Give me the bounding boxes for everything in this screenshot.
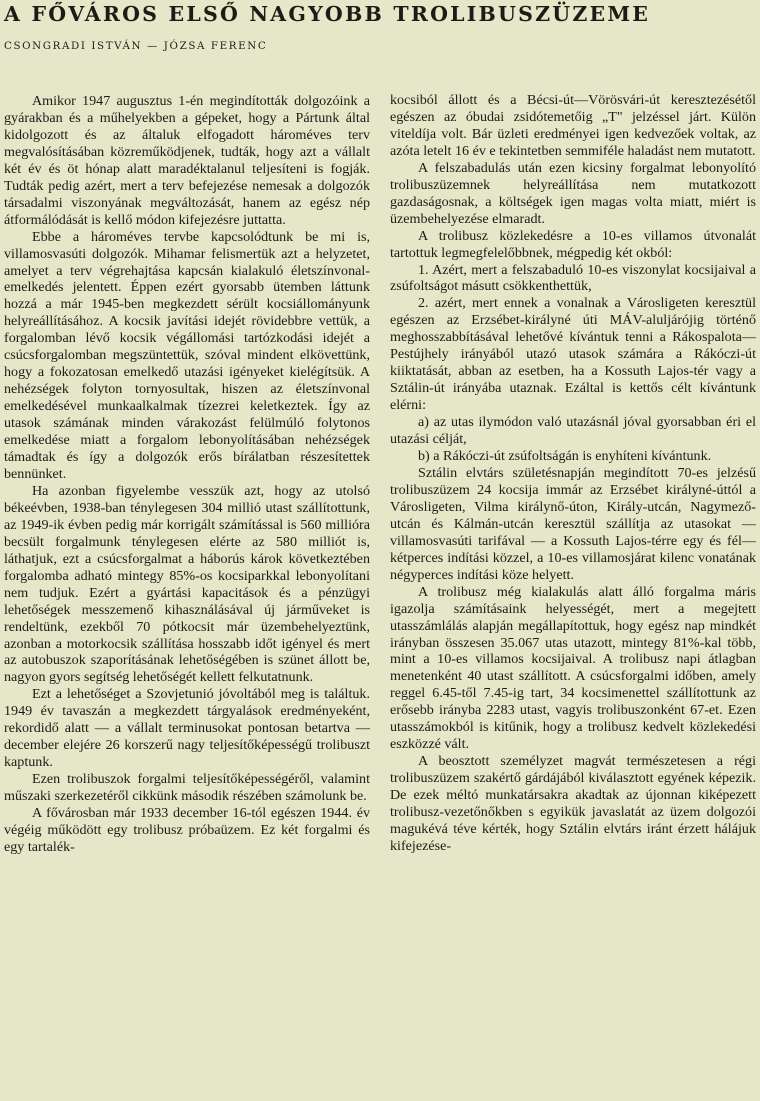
left-column [4, 93, 370, 856]
paragraph: a) az utas ilymódon való utazásnál jóval gyorsabban éri el utazási célját, [390, 414, 756, 448]
paragraph: A beosztott személyzet magvát természetesen a régi trolibuszüzem szakértő gárdájából kiválasztott egyének képezik. De ezek méltó munkatársakra akadtak az újonnan kiképezett trolibusz-vezetőnőkben s egyikük javaslatát az üzem dolgozói magukévá téve kérték, hogy Sztálin elvtárs iránt érzett hálájuk kifejezése- [390, 753, 756, 854]
paragraph: A felszabadulás után ezen kicsiny forgalmat lebonyolító trolibuszüzemnek helyreállítása nem mutatkozott gazdaságosnak, a költségek igen magas volta miatt, miért is üzembehelyezése elmaradt. [390, 159, 756, 227]
paragraph-continued: kocsiból állott és a Bécsi-út—Vörösvári-út keresztezésétől egészen az óbudai zsidótemetőig „T" jelzéssel járt. Külön viteldíja volt. Bár üzleti eredményei igen kedvezőek voltak, az azóta letelt 16 év e tekintetben semmiféle haladást nem mutatott. [390, 92, 756, 159]
paragraph: Ezen trolibuszok forgalmi teljesítőképességéről, valamint műszaki szerkezetéről cikkünk második részében számolunk be. [4, 771, 370, 805]
paragraph: Ebbe a hároméves tervbe kapcsolódtunk be mi is, villamosvasúti dolgozók. Mihamar felismertük azt a helyzetet, amelyet a terv végrehajtása kapcsán kialakuló életszínvonal-emelkedés jelentett. Éppen ezért gyorsabb ütemben láttunk hozzá a már 1945-ben megkezdett sérült kocsiállományunk helyreállításához. A kocsik javítási idejét rövidebbre vettük, a forgalomban lévő kocsik végállomási tartózkodási idejét a csúcsforgalomban megszüntettük, szóval mindent elkövettünk, hogy a fokozatosan emelkedő utazási igényeket kielégítsük. A nehézségek folyton tornyosultak, hiszen az életszínvonal emelkedésével munkaalkalmak tízezrei keletkeztek. Így az utasok számának minden várakozást felülmúló folytonos emelkedése miatt a forgalom lebonyolításában nehézségek támadtak és így a dolgozók erős bírálatban részesítettek bennünket. [4, 228, 370, 482]
paragraph: b) a Rákóczi-út zsúfoltságán is enyhíteni kívántunk. [418, 448, 712, 465]
paragraph: A trolibusz még kialakulás alatt álló forgalma máris igazolja számításaink helyességét, mert a megejtett utasszámlálás alapján megállapítottuk, hogy egész nap mindkét irányban összesen 35.067 utas utazott, mintegy 81%-kal több, mint a 10-es villamos kocsijaival. A trolibusz napi átlagban menetenként 40 utast szállított. A csúcsforgalmi időben, amely reggel 6.45-től 7.45-ig tart, 34 kocsimenettel szállítottunk az erősebb irányba 2283 utast, vagyis trolibuszonként 67-et. Ezen utasszámokból is kitűnik, hogy a trolibusz kedvelt közlekedési eszközzé vált. [390, 583, 756, 753]
article-title: A FŐVÁROS ELSŐ NAGYOBB TROLIBUSZÜZEME [4, 2, 651, 26]
paragraph: 2. azért, mert ennek a vonalnak a Városligeten keresztül egészen az Erzsébet-királyné úti MÁV-aluljárójig történő meghosszabbításával lehetővé kívántuk tenni a Rákospalota—Pestújhely irányából utazó utasok számára a Rákóczi-út kiiktatását, abban az esetben, ha a Kossuth Lajos-tér vagy a Sztálin-út irányába utaznak. Ezáltal is kettős célt kívántunk elérni: [390, 295, 756, 414]
paragraph: Ezt a lehetőséget a Szovjetunió jóvoltából meg is találtuk. 1949 év tavaszán a megkezdett tárgyalások eredményeként, rekordidő alatt — a vállalt terminusokat pontosan betartva — december elejére 26 korszerű nagy teljesítőképességű trolibuszt kaptunk. [4, 686, 370, 771]
paragraph: Sztálin elvtárs születésnapján megindított 70-es jelzésű trolibuszüzem 24 kocsija immár az Erzsébet királyné-úttól a Városligeten, Vilma királynő-úton, Király-utcán, Nagymező-utcán és Kálmán-utcán keresztül szállítja az utasokat — villamosvasúti tarifával — a Kossuth Lajos-térre egy és fél— kétperces indítási közzel, a 10-es villamosjárat kilenc vonatának négyperces indítási köze helyett. [390, 464, 756, 583]
paragraph: Ha azonban figyelembe vesszük azt, hogy az utolsó békeévben, 1938-ban ténylegesen 304 millió utast szállítottunk, az 1949-ik évben pedig már korrigált számítással is 560 millióra becsült forgalmunk ténylegesen elérte az 580 milliót is, láthatjuk, ezt a csúcsforgalmat a háborús károk következtében forgalomba adható mintegy 85%-os kocsiparkkal lebonyolítani nem tudjuk. Ezért a gyártási kapacitások és a pénzügyi lehetőségek messzemenő kihasználásával új járműveket is rendeltünk, ezekből 70 pótkocsit már üzembehelyeztünk, azonban a motorkocsik szállítása hosszabb időt igényel és mert az autobuszok szaporításának lehetőségében is szünet állott be, nagyon gyors segítség lehetőségét kellett felkutatnunk. [4, 482, 370, 686]
paragraph: A trolibusz közlekedésre a 10-es villamos útvonalát tartottuk legmegfelelőbbnek, mégpedig két okból: [390, 227, 756, 261]
right-column [390, 92, 756, 855]
paragraph: A fővárosban már 1933 december 16-tól egészen 1944. év végéig működött egy trolibusz próbaüzem. Ez két forgalmi és egy tartalék- [4, 805, 370, 855]
paragraph: Amikor 1947 augusztus 1-én megindították dolgozóink a gyárakban és a műhelyekben a gépeket, hogy a Pártunk által kidolgozott és az általuk elfogadott hároméves terv megvalósításában közreműködjenek, tudták, hogy azt a vállalt két év és öt hónap alatt maradéktalanul teljesíteni is fogják. Tudták pedig azért, mert a terv befejezése nemesak a dolgozók társadalmi viszonyának megváltozását, hanem az egész nép átformálódását is kellő módon kifejezésre juttatta. [4, 93, 370, 228]
article-authors: CSONGRADI ISTVÁN — JÓZSA FERENC [4, 40, 268, 52]
paragraph: 1. Azért, mert a felszabaduló 10-es viszonylat kocsijaival a zsúfoltságot másutt csökkenthettük, [390, 261, 756, 295]
